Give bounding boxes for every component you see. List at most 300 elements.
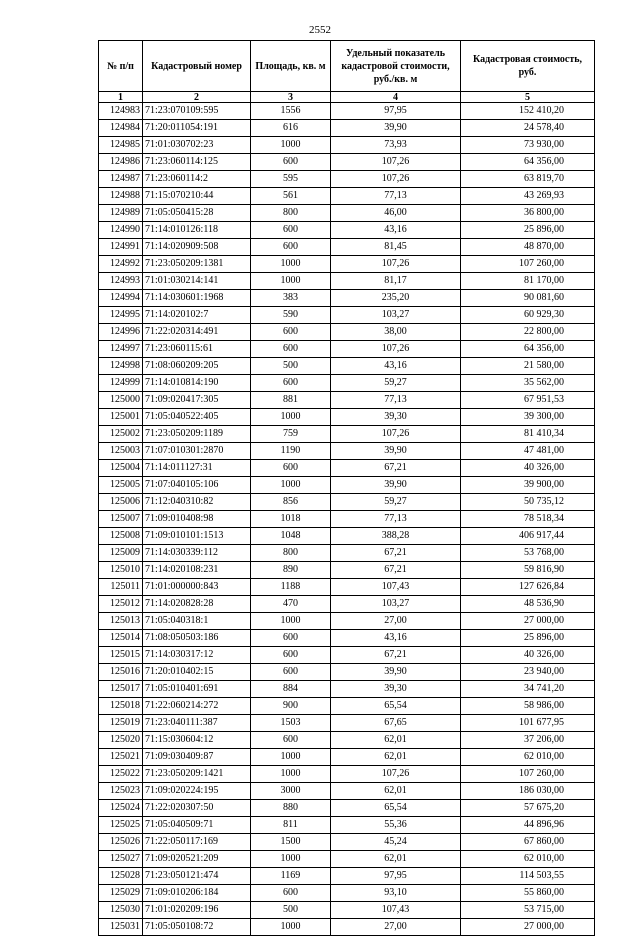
- cadastral-number-cell: 71:05:050108:72: [143, 919, 251, 936]
- area-cell: 1000: [251, 409, 331, 426]
- table-row: [99, 477, 595, 494]
- cadastral-number-cell: 71:14:010814:190: [143, 375, 251, 392]
- cadastral-value-cell: 60 929,30: [461, 307, 595, 324]
- area-cell: 600: [251, 732, 331, 749]
- row-index-cell: 125016: [99, 664, 143, 681]
- table-row: [99, 290, 595, 307]
- row-index-cell: 125010: [99, 562, 143, 579]
- cadastral-value-cell: 67 860,00: [461, 834, 595, 851]
- row-index-cell: 125013: [99, 613, 143, 630]
- table-row: [99, 137, 595, 154]
- cadastral-value-cell: 55 860,00: [461, 885, 595, 902]
- cadastral-number-cell: 71:12:040310:82: [143, 494, 251, 511]
- table-body: [99, 103, 595, 936]
- row-index-cell: 125029: [99, 885, 143, 902]
- unit-value-cell: 43,16: [331, 630, 461, 647]
- cadastral-number-cell: 71:09:020417:305: [143, 392, 251, 409]
- unit-value-cell: 39,90: [331, 664, 461, 681]
- unit-value-cell: 27,00: [331, 919, 461, 936]
- unit-value-cell: 388,28: [331, 528, 461, 545]
- unit-value-cell: 67,21: [331, 545, 461, 562]
- table-row: [99, 562, 595, 579]
- area-cell: 1000: [251, 477, 331, 494]
- unit-value-cell: 77,13: [331, 392, 461, 409]
- table-row: [99, 800, 595, 817]
- unit-value-cell: 65,54: [331, 698, 461, 715]
- column-number: 4: [331, 92, 461, 103]
- cadastral-number-cell: 71:08:050503:186: [143, 630, 251, 647]
- unit-value-cell: 27,00: [331, 613, 461, 630]
- cadastral-value-cell: 186 030,00: [461, 783, 595, 800]
- area-cell: 811: [251, 817, 331, 834]
- area-cell: 500: [251, 902, 331, 919]
- table-row: [99, 868, 595, 885]
- cadastral-number-cell: 71:15:070210:44: [143, 188, 251, 205]
- area-cell: 856: [251, 494, 331, 511]
- area-cell: 1500: [251, 834, 331, 851]
- area-cell: 1503: [251, 715, 331, 732]
- row-index-cell: 124989: [99, 205, 143, 222]
- table-row: [99, 885, 595, 902]
- row-index-cell: 125001: [99, 409, 143, 426]
- row-index-cell: 125026: [99, 834, 143, 851]
- area-cell: 1000: [251, 851, 331, 868]
- unit-value-cell: 59,27: [331, 375, 461, 392]
- table-row: [99, 120, 595, 137]
- table-row: [99, 783, 595, 800]
- unit-value-cell: 39,90: [331, 477, 461, 494]
- area-cell: 600: [251, 341, 331, 358]
- unit-value-cell: 62,01: [331, 783, 461, 800]
- cadastral-number-cell: 71:09:020521:209: [143, 851, 251, 868]
- unit-value-cell: 62,01: [331, 851, 461, 868]
- unit-value-cell: 93,10: [331, 885, 461, 902]
- table-row: [99, 341, 595, 358]
- unit-value-cell: 107,43: [331, 902, 461, 919]
- cadastral-value-cell: 127 626,84: [461, 579, 595, 596]
- row-index-cell: 125021: [99, 749, 143, 766]
- cadastral-value-cell: 39 300,00: [461, 409, 595, 426]
- cadastral-value-cell: 35 562,00: [461, 375, 595, 392]
- area-cell: 1188: [251, 579, 331, 596]
- area-cell: 1000: [251, 137, 331, 154]
- header-cadastral-number: Кадастровый номер: [143, 41, 251, 92]
- cadastral-value-cell: 107 260,00: [461, 256, 595, 273]
- row-index-cell: 124992: [99, 256, 143, 273]
- unit-value-cell: 55,36: [331, 817, 461, 834]
- cadastral-value-cell: 62 010,00: [461, 749, 595, 766]
- unit-value-cell: 43,16: [331, 222, 461, 239]
- area-cell: 600: [251, 222, 331, 239]
- area-cell: 759: [251, 426, 331, 443]
- table-header-row: [99, 41, 595, 92]
- row-index-cell: 125030: [99, 902, 143, 919]
- cadastral-value-cell: 62 010,00: [461, 851, 595, 868]
- row-index-cell: 124990: [99, 222, 143, 239]
- table-row: [99, 715, 595, 732]
- table-row: [99, 681, 595, 698]
- row-index-cell: 125014: [99, 630, 143, 647]
- cadastral-value-cell: 64 356,00: [461, 154, 595, 171]
- area-cell: 800: [251, 545, 331, 562]
- cadastral-value-cell: 81 170,00: [461, 273, 595, 290]
- table-row: [99, 324, 595, 341]
- cadastral-number-cell: 71:09:020224:195: [143, 783, 251, 800]
- cadastral-value-cell: 27 000,00: [461, 613, 595, 630]
- table-row: [99, 171, 595, 188]
- cadastral-value-cell: 63 819,70: [461, 171, 595, 188]
- cadastral-number-cell: 71:01:020209:196: [143, 902, 251, 919]
- area-cell: 600: [251, 885, 331, 902]
- unit-value-cell: 97,95: [331, 868, 461, 885]
- column-number: 3: [251, 92, 331, 103]
- table-row: [99, 579, 595, 596]
- column-number-row: [99, 92, 595, 103]
- unit-value-cell: 65,54: [331, 800, 461, 817]
- unit-value-cell: 67,65: [331, 715, 461, 732]
- cadastral-number-cell: 71:14:020102:7: [143, 307, 251, 324]
- area-cell: 881: [251, 392, 331, 409]
- table-row: [99, 239, 595, 256]
- row-index-cell: 125022: [99, 766, 143, 783]
- cadastral-value-cell: 36 800,00: [461, 205, 595, 222]
- area-cell: 3000: [251, 783, 331, 800]
- cadastral-value-cell: 53 715,00: [461, 902, 595, 919]
- table-row: [99, 647, 595, 664]
- row-index-cell: 125006: [99, 494, 143, 511]
- cadastral-number-cell: 71:14:030339:112: [143, 545, 251, 562]
- header-area: Площадь, кв. м: [251, 41, 331, 92]
- cadastral-number-cell: 71:14:020108:231: [143, 562, 251, 579]
- cadastral-value-cell: 53 768,00: [461, 545, 595, 562]
- cadastral-number-cell: 71:23:050209:1189: [143, 426, 251, 443]
- cadastral-number-cell: 71:14:020909:508: [143, 239, 251, 256]
- row-index-cell: 125004: [99, 460, 143, 477]
- cadastral-number-cell: 71:23:060114:2: [143, 171, 251, 188]
- unit-value-cell: 59,27: [331, 494, 461, 511]
- unit-value-cell: 77,13: [331, 188, 461, 205]
- cadastral-value-cell: 101 677,95: [461, 715, 595, 732]
- table-row: [99, 851, 595, 868]
- row-index-cell: 124986: [99, 154, 143, 171]
- unit-value-cell: 235,20: [331, 290, 461, 307]
- area-cell: 884: [251, 681, 331, 698]
- cadastral-value-cell: 39 900,00: [461, 477, 595, 494]
- cadastral-value-cell: 81 410,34: [461, 426, 595, 443]
- table-row: [99, 392, 595, 409]
- row-index-cell: 125023: [99, 783, 143, 800]
- table-row: [99, 103, 595, 120]
- unit-value-cell: 45,24: [331, 834, 461, 851]
- row-index-cell: 125020: [99, 732, 143, 749]
- table-row: [99, 188, 595, 205]
- area-cell: 890: [251, 562, 331, 579]
- unit-value-cell: 97,95: [331, 103, 461, 120]
- unit-value-cell: 81,17: [331, 273, 461, 290]
- row-index-cell: 125011: [99, 579, 143, 596]
- area-cell: 600: [251, 239, 331, 256]
- unit-value-cell: 107,26: [331, 426, 461, 443]
- cadastral-number-cell: 71:05:040509:71: [143, 817, 251, 834]
- row-index-cell: 124994: [99, 290, 143, 307]
- cadastral-number-cell: 71:23:050121:474: [143, 868, 251, 885]
- row-index-cell: 124993: [99, 273, 143, 290]
- cadastral-value-cell: 50 735,12: [461, 494, 595, 511]
- cadastral-value-cell: 25 896,00: [461, 222, 595, 239]
- cadastral-number-cell: 71:09:010101:1513: [143, 528, 251, 545]
- row-index-cell: 125028: [99, 868, 143, 885]
- cadastral-number-cell: 71:05:040522:405: [143, 409, 251, 426]
- unit-value-cell: 107,26: [331, 256, 461, 273]
- unit-value-cell: 39,30: [331, 681, 461, 698]
- table-row: [99, 205, 595, 222]
- row-index-cell: 124999: [99, 375, 143, 392]
- area-cell: 1000: [251, 766, 331, 783]
- cadastral-number-cell: 71:14:030601:1968: [143, 290, 251, 307]
- cadastral-number-cell: 71:23:050209:1381: [143, 256, 251, 273]
- row-index-cell: 124984: [99, 120, 143, 137]
- table-row: [99, 528, 595, 545]
- cadastral-value-cell: 47 481,00: [461, 443, 595, 460]
- unit-value-cell: 67,21: [331, 562, 461, 579]
- cadastral-number-cell: 71:22:020314:491: [143, 324, 251, 341]
- row-index-cell: 124991: [99, 239, 143, 256]
- row-index-cell: 125025: [99, 817, 143, 834]
- cadastral-value-cell: 22 800,00: [461, 324, 595, 341]
- cadastral-number-cell: 71:22:060214:272: [143, 698, 251, 715]
- area-cell: 600: [251, 630, 331, 647]
- cadastral-number-cell: 71:23:040111:387: [143, 715, 251, 732]
- table-row: [99, 698, 595, 715]
- cadastral-value-cell: 406 917,44: [461, 528, 595, 545]
- unit-value-cell: 77,13: [331, 511, 461, 528]
- unit-value-cell: 67,21: [331, 460, 461, 477]
- row-index-cell: 124988: [99, 188, 143, 205]
- cadastral-number-cell: 71:09:010206:184: [143, 885, 251, 902]
- cadastral-number-cell: 71:14:030317:12: [143, 647, 251, 664]
- cadastral-value-cell: 23 940,00: [461, 664, 595, 681]
- cadastral-number-cell: 71:20:011054:191: [143, 120, 251, 137]
- cadastral-number-cell: 71:01:030214:141: [143, 273, 251, 290]
- unit-value-cell: 39,30: [331, 409, 461, 426]
- cadastral-value-cell: 64 356,00: [461, 341, 595, 358]
- table-row: [99, 443, 595, 460]
- cadastral-value-cell: 73 930,00: [461, 137, 595, 154]
- area-cell: 1000: [251, 256, 331, 273]
- area-cell: 600: [251, 460, 331, 477]
- area-cell: 1018: [251, 511, 331, 528]
- table-row: [99, 613, 595, 630]
- row-index-cell: 124995: [99, 307, 143, 324]
- cadastral-value-cell: 107 260,00: [461, 766, 595, 783]
- area-cell: 1000: [251, 613, 331, 630]
- unit-value-cell: 43,16: [331, 358, 461, 375]
- area-cell: 470: [251, 596, 331, 613]
- cadastral-number-cell: 71:23:060115:61: [143, 341, 251, 358]
- area-cell: 1048: [251, 528, 331, 545]
- table-row: [99, 511, 595, 528]
- area-cell: 600: [251, 647, 331, 664]
- cadastral-number-cell: 71:22:020307:50: [143, 800, 251, 817]
- unit-value-cell: 62,01: [331, 749, 461, 766]
- table-row: [99, 664, 595, 681]
- row-index-cell: 124983: [99, 103, 143, 120]
- cadastral-number-cell: 71:22:050117:169: [143, 834, 251, 851]
- row-index-cell: 125002: [99, 426, 143, 443]
- row-index-cell: 125008: [99, 528, 143, 545]
- header-cadastral-value: Кадастровая стоимость, руб.: [461, 41, 595, 92]
- row-index-cell: 125027: [99, 851, 143, 868]
- row-index-cell: 125019: [99, 715, 143, 732]
- area-cell: 383: [251, 290, 331, 307]
- row-index-cell: 125000: [99, 392, 143, 409]
- row-index-cell: 125009: [99, 545, 143, 562]
- unit-value-cell: 103,27: [331, 307, 461, 324]
- unit-value-cell: 107,26: [331, 766, 461, 783]
- cadastral-value-cell: 59 816,90: [461, 562, 595, 579]
- row-index-cell: 125018: [99, 698, 143, 715]
- area-cell: 600: [251, 154, 331, 171]
- area-cell: 1169: [251, 868, 331, 885]
- table-row: [99, 426, 595, 443]
- unit-value-cell: 39,90: [331, 443, 461, 460]
- row-index-cell: 125015: [99, 647, 143, 664]
- cadastral-value-cell: 57 675,20: [461, 800, 595, 817]
- unit-value-cell: 73,93: [331, 137, 461, 154]
- unit-value-cell: 67,21: [331, 647, 461, 664]
- cadastral-number-cell: 71:14:011127:31: [143, 460, 251, 477]
- cadastral-number-cell: 71:23:050209:1421: [143, 766, 251, 783]
- cadastral-value-cell: 21 580,00: [461, 358, 595, 375]
- unit-value-cell: 46,00: [331, 205, 461, 222]
- cadastral-value-cell: 48 870,00: [461, 239, 595, 256]
- table-row: [99, 596, 595, 613]
- row-index-cell: 124996: [99, 324, 143, 341]
- cadastral-number-cell: 71:05:010401:691: [143, 681, 251, 698]
- cadastral-value-cell: 44 896,96: [461, 817, 595, 834]
- column-number: 1: [99, 92, 143, 103]
- area-cell: 600: [251, 375, 331, 392]
- column-number: 5: [461, 92, 595, 103]
- unit-value-cell: 81,45: [331, 239, 461, 256]
- table-row: [99, 919, 595, 936]
- area-cell: 1000: [251, 273, 331, 290]
- area-cell: 1000: [251, 749, 331, 766]
- row-index-cell: 125017: [99, 681, 143, 698]
- cadastral-number-cell: 71:01:000000:843: [143, 579, 251, 596]
- area-cell: 590: [251, 307, 331, 324]
- cadastral-value-cell: 58 986,00: [461, 698, 595, 715]
- row-index-cell: 124997: [99, 341, 143, 358]
- unit-value-cell: 62,01: [331, 732, 461, 749]
- row-index-cell: 125007: [99, 511, 143, 528]
- table-row: [99, 409, 595, 426]
- table-row: [99, 766, 595, 783]
- area-cell: 561: [251, 188, 331, 205]
- row-index-cell: 125031: [99, 919, 143, 936]
- area-cell: 1190: [251, 443, 331, 460]
- cadastral-number-cell: 71:20:010402:15: [143, 664, 251, 681]
- row-index-cell: 124998: [99, 358, 143, 375]
- table-row: [99, 834, 595, 851]
- cadastral-number-cell: 71:07:040105:106: [143, 477, 251, 494]
- row-index-cell: 125003: [99, 443, 143, 460]
- cadastral-number-cell: 71:01:030702:23: [143, 137, 251, 154]
- table-row: [99, 256, 595, 273]
- cadastral-value-cell: 43 269,93: [461, 188, 595, 205]
- cadastral-value-cell: 40 326,00: [461, 647, 595, 664]
- cadastral-number-cell: 71:09:010408:98: [143, 511, 251, 528]
- area-cell: 800: [251, 205, 331, 222]
- table-row: [99, 817, 595, 834]
- cadastral-value-cell: 25 896,00: [461, 630, 595, 647]
- cadastral-value-cell: 48 536,90: [461, 596, 595, 613]
- unit-value-cell: 107,26: [331, 341, 461, 358]
- area-cell: 595: [251, 171, 331, 188]
- row-index-cell: 125005: [99, 477, 143, 494]
- cadastral-value-cell: 34 741,20: [461, 681, 595, 698]
- cadastral-number-cell: 71:14:010126:118: [143, 222, 251, 239]
- unit-value-cell: 107,43: [331, 579, 461, 596]
- cadastral-value-cell: 78 518,34: [461, 511, 595, 528]
- area-cell: 500: [251, 358, 331, 375]
- table-row: [99, 358, 595, 375]
- table-row: [99, 307, 595, 324]
- table-row: [99, 273, 595, 290]
- area-cell: 600: [251, 324, 331, 341]
- area-cell: 1000: [251, 919, 331, 936]
- row-index-cell: 125012: [99, 596, 143, 613]
- table-row: [99, 494, 595, 511]
- cadastral-number-cell: 71:15:030604:12: [143, 732, 251, 749]
- cadastral-number-cell: 71:23:060114:125: [143, 154, 251, 171]
- header-index: № п/п: [99, 41, 143, 92]
- cadastral-number-cell: 71:09:030409:87: [143, 749, 251, 766]
- unit-value-cell: 103,27: [331, 596, 461, 613]
- cadastral-value-cell: 114 503,55: [461, 868, 595, 885]
- cadastral-number-cell: 71:08:060209:205: [143, 358, 251, 375]
- column-number: 2: [143, 92, 251, 103]
- table-row: [99, 460, 595, 477]
- table-row: [99, 732, 595, 749]
- area-cell: 600: [251, 664, 331, 681]
- unit-value-cell: 107,26: [331, 171, 461, 188]
- table-row: [99, 749, 595, 766]
- area-cell: 900: [251, 698, 331, 715]
- cadastral-value-cell: 67 951,53: [461, 392, 595, 409]
- cadastral-value-cell: 37 206,00: [461, 732, 595, 749]
- area-cell: 1556: [251, 103, 331, 120]
- cadastral-value-cell: 27 000,00: [461, 919, 595, 936]
- row-index-cell: 125024: [99, 800, 143, 817]
- cadastral-number-cell: 71:07:010301:2870: [143, 443, 251, 460]
- table-row: [99, 222, 595, 239]
- cadastral-value-cell: 152 410,20: [461, 103, 595, 120]
- cadastral-number-cell: 71:05:050415:28: [143, 205, 251, 222]
- table-row: [99, 545, 595, 562]
- cadastral-number-cell: 71:23:070109:595: [143, 103, 251, 120]
- row-index-cell: 124985: [99, 137, 143, 154]
- table-row: [99, 154, 595, 171]
- area-cell: 616: [251, 120, 331, 137]
- row-index-cell: 124987: [99, 171, 143, 188]
- unit-value-cell: 107,26: [331, 154, 461, 171]
- table-row: [99, 902, 595, 919]
- table-row: [99, 375, 595, 392]
- unit-value-cell: 39,90: [331, 120, 461, 137]
- table-row: [99, 630, 595, 647]
- cadastral-number-cell: 71:05:040318:1: [143, 613, 251, 630]
